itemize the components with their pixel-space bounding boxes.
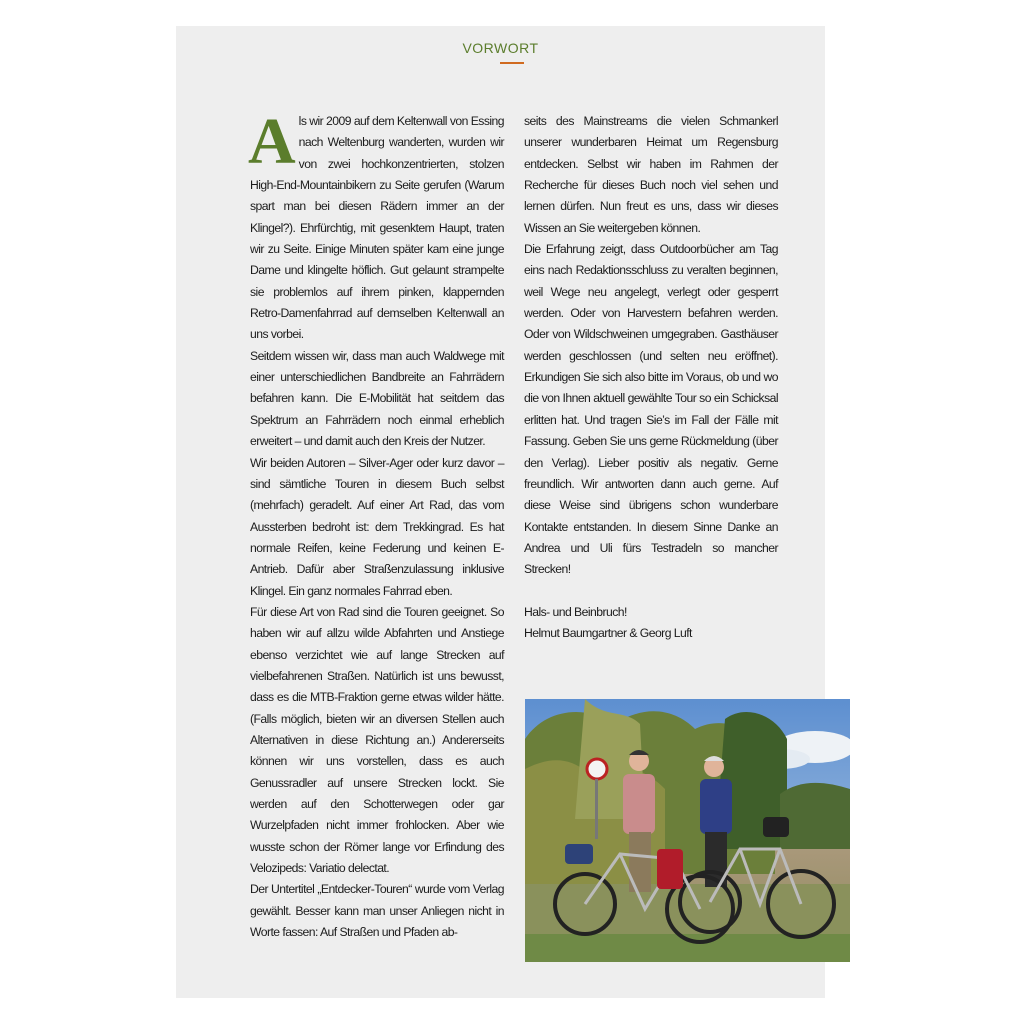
section-title: VORWORT xyxy=(462,40,539,56)
drop-cap: A xyxy=(248,105,296,178)
paragraph xyxy=(248,105,504,346)
photo-illustration xyxy=(525,699,850,962)
paragraph: Für diese Art von Rad sind die Touren geeignet. So haben wir auf allzu wilde Abfahrten und Anstiege ebenso verzichtet wie auf lange Strecken auf vielbefahrenen Straßen. Natürlich ist uns bewusst, dass es die MTB-Fraktion gerne etwas wilder hätte. (Falls möglich, bieten wir an diversen Stellen auch Alternativen in diese Richtung an.) Andererseits können wir uns vorstellen, dass es auch Genussradler auf unsere Strecken lockt. Sie werden auf den Schotterwegen oder gar Wurzelpfaden nicht immer frohlocken. Aber wie wusste schon der Römer lange vor Erfindung des Velozipeds: Variatio delectat. xyxy=(250,604,504,876)
right-text-column xyxy=(524,111,778,645)
authors-photo xyxy=(525,699,850,962)
paragraph: Wir beiden Autoren – Silver-Ager oder kurz davor – sind sämtliche Touren in diesem Buch selbst (mehrfach) geradelt. Auf einer Art Rad, das vom Aussterben bedroht ist: dem Trekkingrad. Es hat normale Reifen, keine Federung und keinen E-Antrieb. Dafür aber Straßenzulassung inklusive Klingel. Ein ganz normales Fahrrad eben. xyxy=(250,455,504,598)
paragraph: Seitdem wissen wir, dass man auch Waldwege mit einer unterschiedlichen Bandbreite an Fahrrädern befahren kann. Die E-Mobilität hat seitdem das Spektrum an Fahrrädern noch einmal erheblich erweitert – und damit auch den Kreis der Nutzer. xyxy=(250,348,504,449)
signoff-greeting: Hals- und Beinbruch! xyxy=(524,604,627,619)
signoff-authors: Helmut Baumgartner & Georg Luft xyxy=(524,626,692,641)
title-underline xyxy=(500,62,524,64)
paragraph-text: ls wir 2009 auf dem Keltenwall von Essing nach Weltenburg wanderten, wurden wir von zwei hochkonzentrierten, stolzen High-End-Mountainbikern zu Seite gerufen (Warum spart man bei diesen Rädern immer an der Klingel?). Ehrfürchtig, mit gesenktem Haupt, traten wir zu Seite. Einige Minuten später kam eine junge Dame und klingelte höflich. Gut gelaunt strampelte sie problemlos auf ihrem pinken, klappernden Retro-Damenfahrrad auf demselben Keltenwall an uns vorbei. xyxy=(250,114,504,342)
left-text-column xyxy=(248,105,504,943)
paragraph: Die Erfahrung zeigt, dass Outdoorbücher am Tag eins nach Redaktionsschluss zu veralten beginnen, weil Wege neu angelegt, verlegt oder gesperrt werden. Oder von Harvestern befahren werden. Oder von Wildschweinen umgegraben. Gasthäuser werden geschlossen (und selten neu eröffnet). Erkundigen Sie sich also bitte im Voraus, ob und wo die von Ihnen aktuell gewählte Tour so ein Schicksal erlitten hat. Und tragen Sie’s im Fall der Fälle mit Fassung. Geben Sie uns gerne Rückmeldung (über den Verlag). Lieber positiv als negativ. Gerne freundlich. Wir antworten dann auch gerne. Auf diese Weise sind übrigens schon wunderbare Kontakte entstanden. In diesem Sinne Danke an Andrea und Uli fürs Testradeln so mancher Strecken! xyxy=(524,242,778,577)
signoff xyxy=(524,602,778,645)
paragraph: seits des Mainstreams die vielen Schmankerl unserer wunderbaren Heimat um Regensburg entdecken. Selbst wir haben im Rahmen der Recherche für dieses Buch noch viel sehen und lernen dürfen. Nun freut es uns, dass wir dieses Wissen an Sie weitergeben können. xyxy=(524,114,778,235)
spacer xyxy=(524,581,778,602)
paragraph: Der Untertitel „Entdecker-Touren“ wurde vom Verlag gewählt. Besser kann man unser Anliegen nicht in Worte fassen: Auf Straßen und Pfaden ab- xyxy=(250,882,504,940)
